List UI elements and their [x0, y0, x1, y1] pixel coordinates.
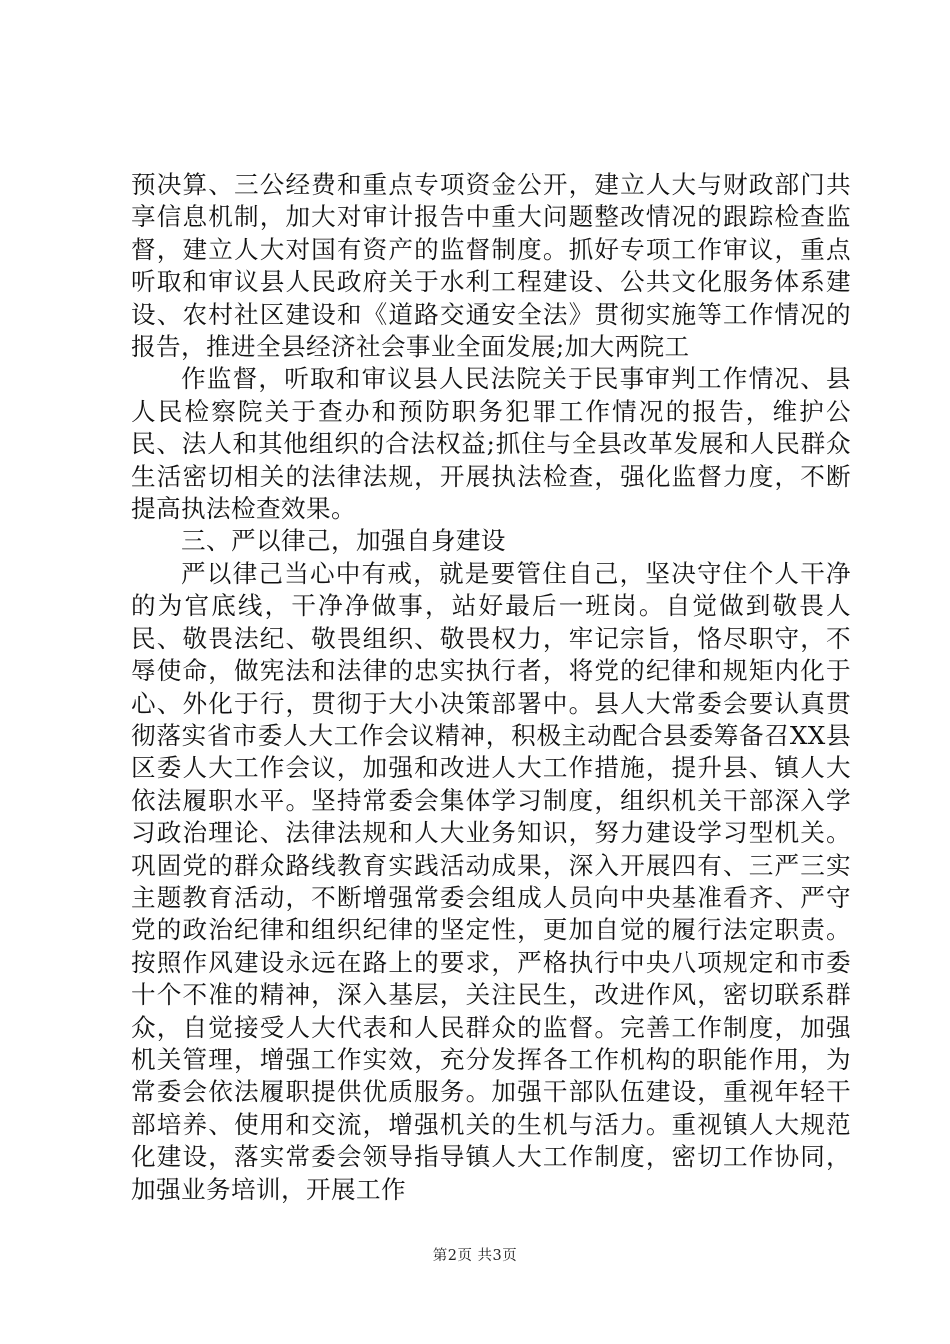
page-number-footer: 第2页 共3页	[432, 1248, 518, 1264]
paragraph-courts-oversight: 作监督，听取和审议县人民法院关于民事审判工作情况、县人民检察院关于查办和预防职务犯罪工作情况的报告，维护公民、法人和其他组织的合法权益;抓住与全县改革发展和人民群众生活密切相关的法律法规，开展执法检查，强化监督力度，不断提高执法检查效果。	[131, 364, 851, 524]
section-heading-self-discipline: 三、严以律己，加强自身建设	[181, 526, 506, 556]
paragraph-budget-oversight: 预决算、三公经费和重点专项资金公开，建立人大与财政部门共享信息机制，加大对审计报告中重大问题整改情况的跟踪检查监督，建立人大对国有资产的监督制度。抓好专项工作审议，重点听取和审议县人民政府关于水利工程建设、公共文化服务体系建设、农村社区建设和《道路交通安全法》贯彻实施等工作情况的报告，推进全县经济社会事业全面发展;加大两院工	[131, 170, 851, 362]
document-body	[131, 169, 851, 1206]
paragraph-self-discipline: 严以律己当心中有戒，就是要管住自己，坚决守住个人干净的为官底线，干净净做事，站好最后一班岗。自觉做到敬畏人民、敬畏法纪、敬畏组织、敬畏权力，牢记宗旨，恪尽职守，不辱使命，做宪法和法律的忠实执行者，将党的纪律和规矩内化于心、外化于行，贯彻于大小决策部署中。县人大常委会要认真贯彻落实省市委人大工作会议精神，积极主动配合县委筹备召XX县区委人大工作会议，加强和改进人大工作措施，提升县、镇人大依法履职水平。坚持常委会集体学习制度，组织机关干部深入学习政治理论、法律法规和人大业务知识，努力建设学习型机关。巩固党的群众路线教育实践活动成果，深入开展四有、三严三实主题教育活动，不断增强常委会组成人员向中央基准看齐、严守党的政治纪律和组织纪律的坚定性，更加自觉的履行法定职责。按照作风建设永远在路上的要求，严格执行中央八项规定和市委十个不准的精神，深入基层，关注民生，改进作风，密切联系群众，自觉接受人大代表和人民群众的监督。完善工作制度，加强机关管理，增强工作实效，充分发挥各工作机构的职能作用，为常委会依法履职提供优质服务。加强干部队伍建设，重视年轻干部培养、使用和交流，增强机关的生机与活力。重视镇人大规范化建设，落实常委会领导指导镇人大工作制度，密切工作协同，加强业务培训，开展工作	[131, 558, 851, 1204]
